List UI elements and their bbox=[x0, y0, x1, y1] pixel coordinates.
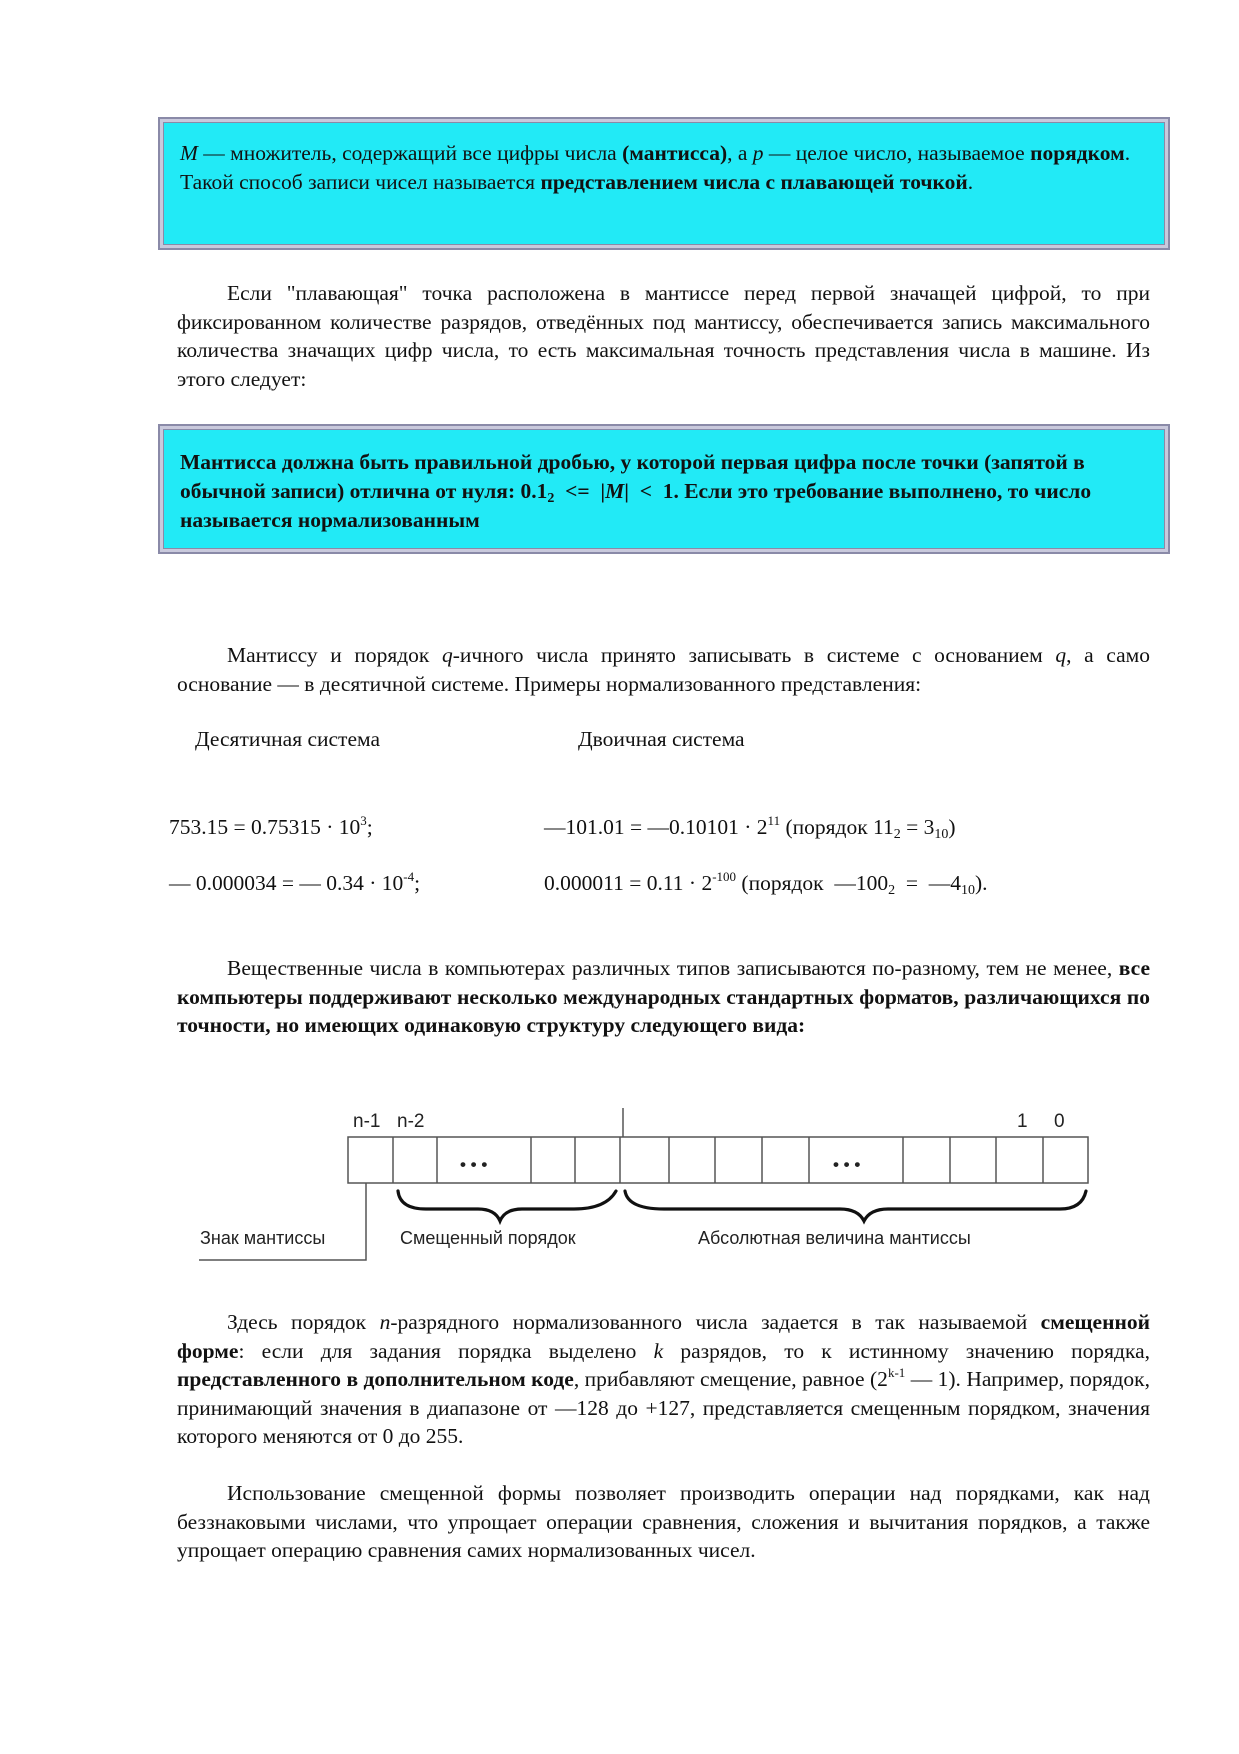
subscript: 10 bbox=[961, 883, 976, 898]
biased-exponent-label: Смещенный порядок bbox=[400, 1228, 576, 1248]
sign-of-mantissa-label: Знак мантиссы bbox=[200, 1228, 326, 1248]
text: -ичного числа принято записывать в системе с основанием bbox=[452, 643, 1056, 667]
text: (порядок —100 bbox=[736, 871, 889, 895]
text: — множитель, содержащий все цифры числа bbox=[197, 141, 623, 165]
exponent: 11 bbox=[767, 813, 781, 828]
paragraph-text: Если "плавающая" точка расположена в мантиссе перед первой значащей цифрой, то при фиксированном количестве разрядов, отведённых под мантиссу, обеспечивается запись максимального количества значащих цифр числа, то есть максимальная точность представления числа в машине. Из этого следует: bbox=[177, 281, 1150, 391]
n-symbol: n bbox=[379, 1310, 391, 1334]
base-symbol: q bbox=[1055, 643, 1067, 667]
exponent: -4 bbox=[403, 869, 415, 884]
bit-label-n-2: n-2 bbox=[397, 1111, 425, 1132]
mantissa-symbol: M bbox=[605, 479, 625, 503]
bold-term-floating-point: представлением числа с плавающей точкой bbox=[540, 170, 968, 194]
text: -разрядного нормализованного числа задается в так называемой bbox=[390, 1310, 1041, 1334]
subscript: 2 bbox=[893, 827, 901, 842]
text: Мантисса должна быть правильной дробью, у которой первая цифра после точки (запятой в обычной записи) отлична от нуля: 0.1 bbox=[180, 450, 1085, 503]
text: Мантиссу и порядок bbox=[227, 643, 442, 667]
text: — целое число, называемое bbox=[763, 141, 1031, 165]
text: = —4 bbox=[895, 871, 962, 895]
text: разрядов, то к истинному значению порядка, bbox=[663, 1338, 1150, 1363]
text: Здесь порядок bbox=[227, 1310, 380, 1334]
text: . bbox=[967, 170, 974, 194]
sign-pointer-line bbox=[199, 1183, 366, 1260]
label-binary-system: Двоичная система bbox=[578, 727, 745, 751]
subscript: 10 bbox=[934, 827, 949, 842]
text: : если для задания порядка выделено bbox=[238, 1338, 654, 1363]
ellipsis-exponent-bits: • • • bbox=[460, 1155, 488, 1174]
bold-statement: все компьютеры поддерживают несколько международных стандартных форматов, различающихся по точности, но имеющих одинаковую структуру следующего вида: bbox=[177, 956, 1150, 1037]
text: ). bbox=[975, 871, 988, 895]
paragraph-biased-form bbox=[177, 1308, 1150, 1451]
mantissa-symbol: M bbox=[180, 141, 198, 165]
bit-label-n-1: n-1 bbox=[353, 1111, 381, 1132]
bit-register-outline bbox=[348, 1137, 1088, 1183]
exponent: -100 bbox=[712, 869, 737, 884]
base-symbol: q bbox=[442, 643, 453, 667]
bold-term-twos-complement: представленного в дополнительном коде bbox=[177, 1367, 574, 1391]
text: — 1). Например, порядок, принимающий значения в диапазоне от —128 до +127, представляется смещенным порядком, значения которого меняются от 0 до 255. bbox=[177, 1367, 1150, 1448]
text: 753.15 = 0.75315 · 10 bbox=[169, 815, 361, 839]
text: —101.01 = —0.10101 · 2 bbox=[544, 815, 768, 839]
text: ; bbox=[414, 871, 421, 895]
text: = 3 bbox=[900, 815, 935, 839]
k-symbol: k bbox=[653, 1338, 664, 1363]
bold-term-mantissa: (мантисса) bbox=[622, 141, 728, 165]
ellipsis-mantissa-bits: • • • bbox=[833, 1155, 861, 1174]
paragraph-text: Использование смещенной формы позволяет производить операции над порядками, как над беззнаковыми числами, что упрощает операции сравнения, сложения и вычитания порядков, а также упрощает операцию сравнения самих нормализованных чисел. bbox=[177, 1481, 1150, 1562]
text: ; bbox=[366, 815, 373, 839]
bit-label-0: 0 bbox=[1054, 1111, 1065, 1132]
text: <= | bbox=[554, 479, 606, 503]
mantissa-brace bbox=[625, 1191, 1086, 1221]
paragraph-biased-usage bbox=[177, 1479, 1150, 1565]
text: (порядок 11 bbox=[780, 815, 894, 839]
exponent: 3 bbox=[360, 813, 367, 828]
text: , а само основание — в десятичной системе. Примеры нормализованного представления: bbox=[177, 643, 1151, 696]
text: | < 1. Если это требование выполнено, то число называется нормализованным bbox=[180, 479, 1097, 532]
subscript: 2 bbox=[888, 883, 896, 898]
bit-cell-dividers bbox=[393, 1137, 1043, 1183]
bold-term-order: порядком bbox=[1030, 141, 1125, 165]
order-symbol: p bbox=[752, 141, 764, 165]
exponent: k-1 bbox=[887, 1365, 906, 1380]
mantissa-magnitude-label: Абсолютная величина мантиссы bbox=[698, 1228, 971, 1248]
text: , а bbox=[727, 141, 753, 165]
text: Вещественные числа в компьютерах различных типов записываются по-разному, тем не менее, bbox=[227, 956, 1119, 980]
exponent-brace bbox=[398, 1191, 616, 1221]
text: , прибавляют смещение, равное (2 bbox=[573, 1367, 888, 1391]
subscript: 2 bbox=[547, 491, 555, 506]
bold-term-biased-form: смещенной форме bbox=[177, 1310, 1151, 1363]
text: — 0.000034 = — 0.34 · 10 bbox=[169, 871, 404, 895]
bit-label-1: 1 bbox=[1017, 1111, 1028, 1132]
text: ) bbox=[948, 815, 956, 839]
text: 0.000011 = 0.11 · 2 bbox=[544, 871, 713, 895]
label-decimal-system: Десятичная система bbox=[195, 727, 380, 751]
text: . Такой способ записи чисел называется bbox=[180, 141, 1131, 194]
